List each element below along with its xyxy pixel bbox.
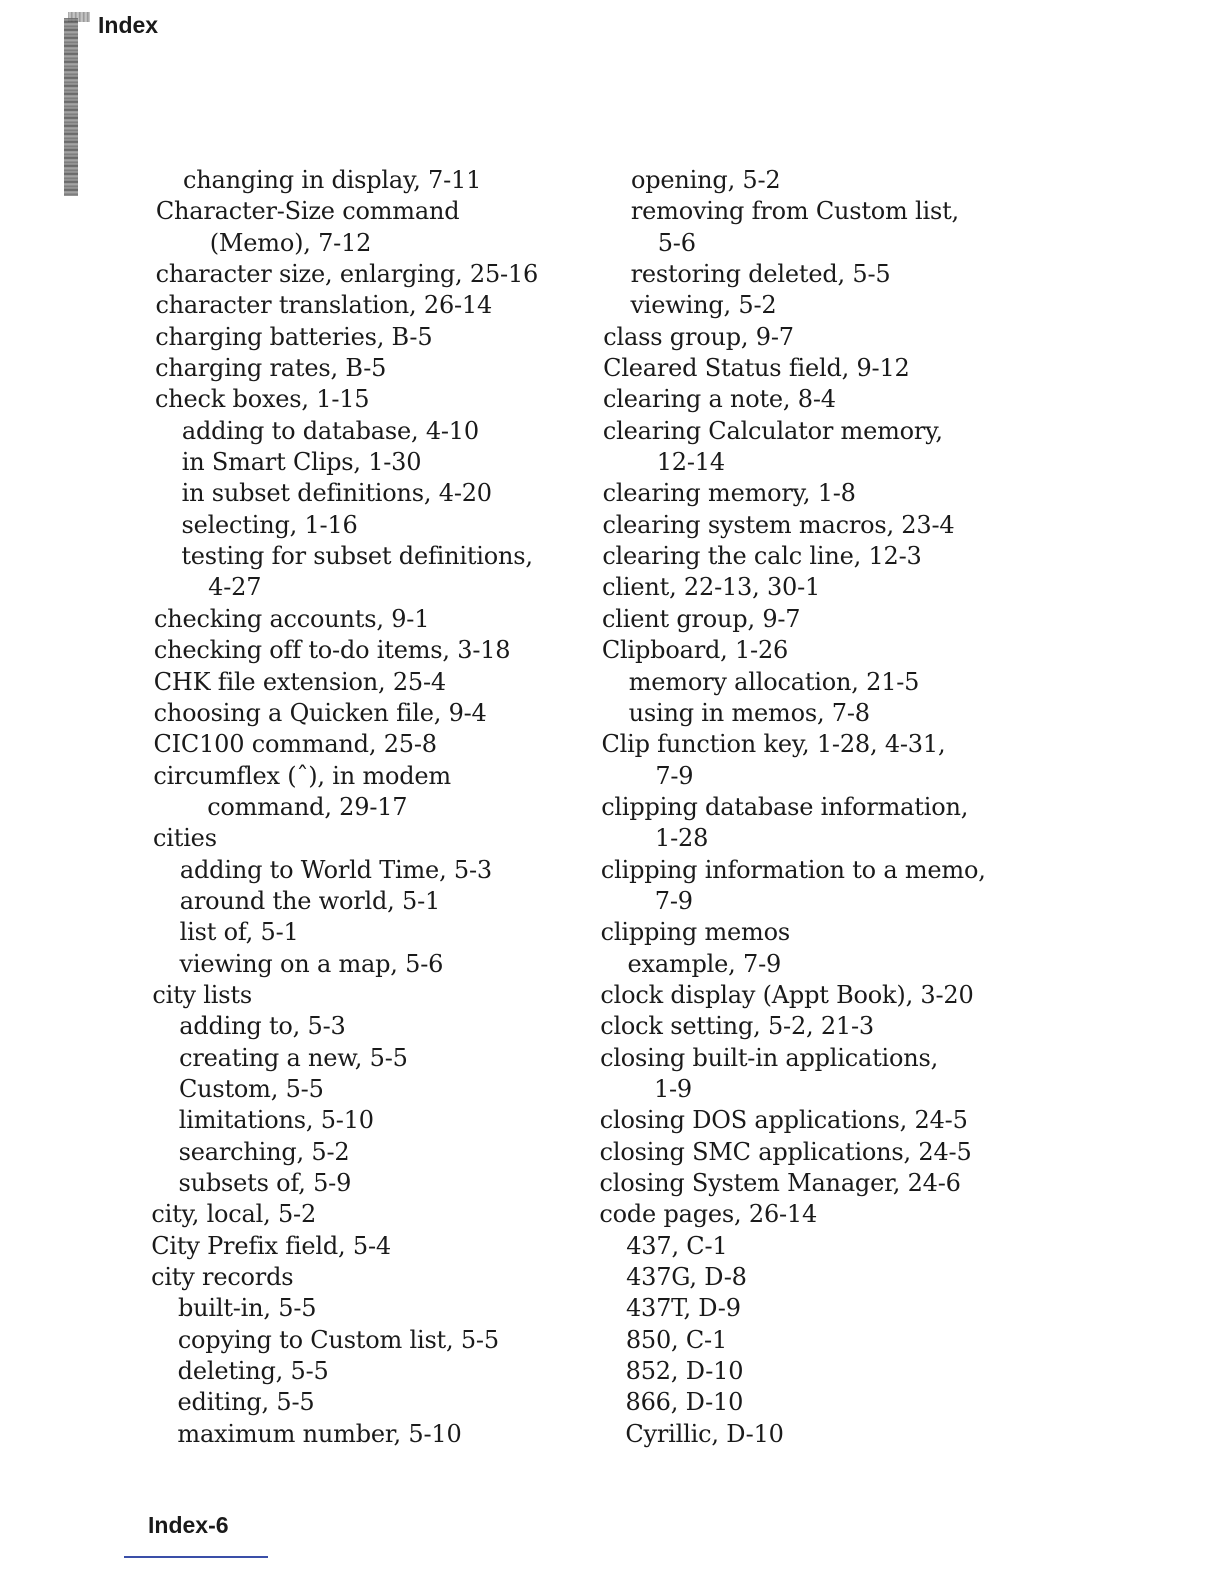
index-entry: changing in display, 7-11	[183, 166, 482, 194]
index-entry: clock display (Appt Book), 3-20	[600, 980, 974, 1009]
index-entry: check boxes, 1-15	[155, 385, 370, 414]
index-entry: checking off to-do items, 3-18	[153, 636, 511, 665]
index-entry: closing DOS applications, 24-5	[599, 1106, 968, 1135]
index-entry: creating a new, 5-5	[179, 1043, 408, 1072]
index-entry: in subset definitions, 4-20	[181, 479, 492, 508]
index-entry: closing built-in applications,	[600, 1043, 939, 1072]
index-entry: example, 7-9	[627, 949, 782, 978]
index-entry: Cyrillic, D-10	[625, 1419, 784, 1448]
index-entry: maximum number, 5-10	[177, 1419, 462, 1448]
index-entry: 7-9	[655, 761, 694, 790]
index-entry: closing SMC applications, 24-5	[599, 1137, 972, 1166]
index-entry: selecting, 1-16	[181, 510, 358, 539]
index-entry: City Prefix field, 5-4	[151, 1231, 391, 1260]
index-entry: 1-9	[653, 1074, 692, 1103]
index-entry: city, local, 5-2	[151, 1200, 317, 1229]
index-entry: code pages, 26-14	[599, 1200, 818, 1229]
index-entry: Clipboard, 1-26	[601, 636, 789, 665]
index-entry: CIC100 command, 25-8	[153, 730, 437, 759]
index-entry: clearing Calculator memory,	[602, 416, 943, 445]
index-entry: deleting, 5-5	[177, 1357, 329, 1386]
index-entry: list of, 5-1	[179, 918, 299, 947]
index-entry: 850, C-1	[625, 1325, 728, 1354]
index-entry: viewing, 5-2	[630, 291, 777, 320]
index-entry: memory allocation, 21-5	[628, 667, 920, 696]
index-entry: removing from Custom list,	[630, 197, 959, 226]
index-entry: 437, C-1	[626, 1231, 728, 1260]
index-entry: (Memo), 7-12	[209, 228, 372, 257]
index-entry: 7-9	[654, 886, 693, 915]
index-entry: class group, 9-7	[603, 322, 794, 351]
index-entry: using in memos, 7-8	[628, 698, 870, 727]
index-entry: client, 22-13, 30-1	[602, 573, 821, 602]
index-entry: 437G, D-8	[626, 1263, 747, 1292]
index-entry: character size, enlarging, 25-16	[155, 260, 539, 289]
index-entry: clearing system macros, 23-4	[602, 510, 955, 539]
index-entry: Cleared Status field, 9-12	[603, 354, 910, 383]
index-entry: CHK file extension, 25-4	[153, 667, 446, 696]
index-entry: around the world, 5-1	[179, 886, 441, 915]
index-entry: 852, D-10	[625, 1357, 744, 1386]
index-entry: adding to World Time, 5-3	[179, 855, 492, 884]
index-entry: in Smart Clips, 1-30	[181, 448, 422, 477]
index-entry: city records	[151, 1263, 294, 1292]
index-entry: subsets of, 5-9	[178, 1169, 352, 1197]
index-entry: closing System Manager, 24-6	[599, 1169, 961, 1197]
index-entry: Custom, 5-5	[178, 1074, 324, 1103]
index-entry: 12-14	[656, 448, 725, 477]
index-entry: 1-28	[655, 824, 709, 853]
index-entry: adding to, 5-3	[179, 1012, 346, 1041]
index-entry: character translation, 26-14	[155, 291, 493, 320]
index-entry: adding to database, 4-10	[181, 416, 479, 445]
index-entry: clearing memory, 1-8	[602, 479, 856, 508]
index-entry: searching, 5-2	[178, 1137, 350, 1166]
index-entry: Character-Size command	[155, 197, 460, 226]
page-header-title: Index	[98, 12, 159, 38]
index-entry: 4-27	[208, 573, 262, 602]
index-entry: clipping database information,	[601, 792, 969, 821]
index-entry: opening, 5-2	[631, 166, 781, 194]
index-entry: 5-6	[657, 228, 696, 257]
index-entry: clipping memos	[600, 918, 790, 947]
index-entry: charging rates, B-5	[155, 354, 387, 383]
index-entry: restoring deleted, 5-5	[630, 260, 891, 289]
index-entry: cities	[153, 824, 217, 853]
index-entry: clearing a note, 8-4	[603, 385, 836, 414]
index-entry: clearing the calc line, 12-3	[602, 542, 922, 571]
index-entry: client group, 9-7	[602, 604, 801, 633]
index-entry: charging batteries, B-5	[155, 322, 433, 351]
index-entry: circumflex (ˆ), in modem	[153, 761, 451, 790]
index-entry: Clip function key, 1-28, 4-31,	[601, 730, 946, 759]
index-entry: viewing on a map, 5-6	[179, 949, 444, 978]
index-entry: checking accounts, 9-1	[154, 604, 430, 633]
index-entry: limitations, 5-10	[178, 1106, 374, 1135]
index-entry: choosing a Quicken file, 9-4	[153, 698, 487, 727]
index-entry: built-in, 5-5	[177, 1294, 317, 1323]
index-entry: 866, D-10	[625, 1388, 744, 1417]
footer-rule	[124, 1556, 268, 1558]
page-footer-label: Index-6	[148, 1512, 229, 1538]
index-column-right	[0, 165, 986, 1450]
index-entry: editing, 5-5	[177, 1388, 315, 1417]
index-entry: 437T, D-9	[625, 1294, 741, 1323]
index-entry: testing for subset definitions,	[181, 542, 533, 571]
index-entry: city lists	[152, 980, 252, 1009]
index-entry: command, 29-17	[207, 792, 408, 821]
index-entry: clock setting, 5-2, 21-3	[600, 1012, 874, 1041]
index-entry: clipping information to a memo,	[600, 855, 986, 884]
index-entry: copying to Custom list, 5-5	[177, 1325, 499, 1354]
